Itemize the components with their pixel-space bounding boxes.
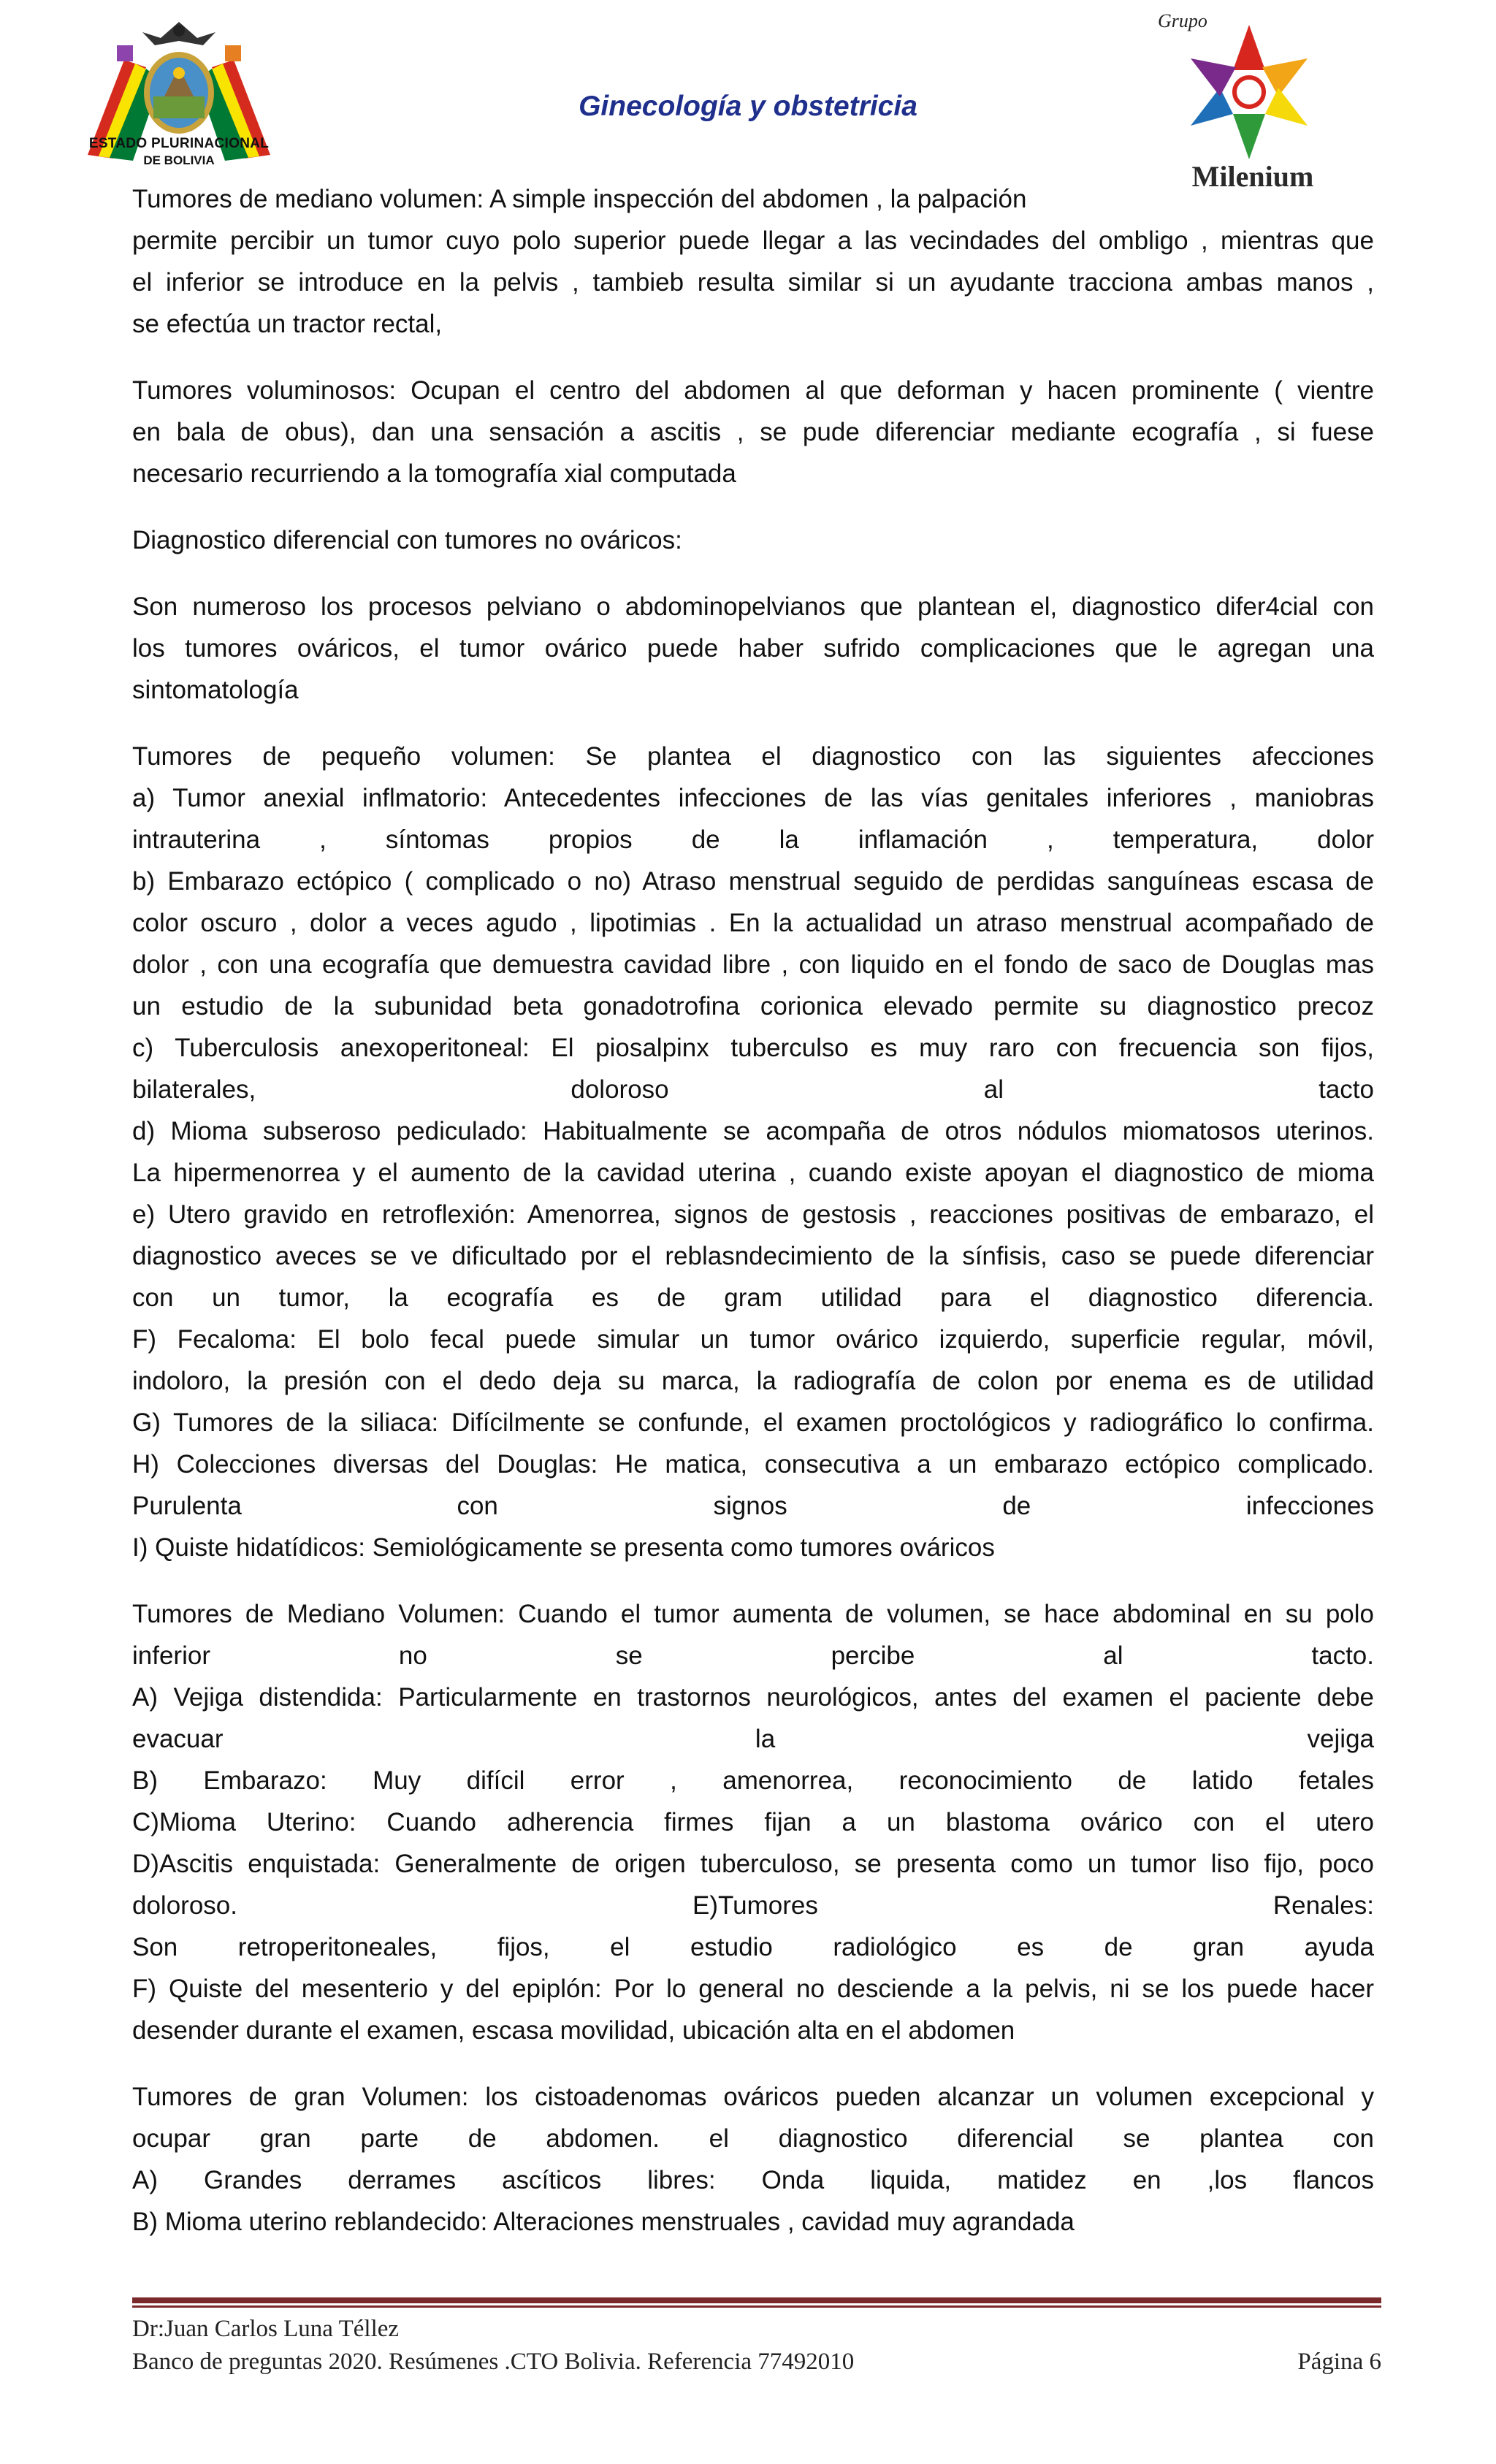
footer-author: Dr:Juan Carlos Luna Téllez: [132, 2316, 400, 2342]
paragraph: [132, 519, 1374, 561]
text-line: Tumores de mediano volumen: A simple inspección del abdomen , la palpación: [132, 185, 1027, 213]
text-line: C)Mioma Uterino: Cuando adherencia firmes fijan a un blastoma ovárico con el utero: [132, 1808, 1374, 1836]
footer-reference: Banco de preguntas 2020. Resúmenes .CTO Bolivia. Referencia 77492010: [132, 2349, 855, 2375]
text-line: A) Grandes derrames ascíticos libres: Onda liquida, matidez en ,los flancos: [132, 2166, 1374, 2194]
text-line: c) Tuberculosis anexoperitoneal: El piosalpinx tuberculso es muy raro con frecuencia son fijos,: [132, 1034, 1374, 1062]
text-line: Purulenta con signos de infecciones: [132, 1492, 1374, 1520]
text-line: B) Embarazo: Muy difícil error , amenorrea, reconocimiento de latido fetales: [132, 1766, 1374, 1795]
text-line: Son retroperitoneales, fijos, el estudio radiológico es de gran ayuda: [132, 1933, 1374, 1961]
text-line: intrauterina , síntomas propios de la inflamación , temperatura, dolor: [132, 825, 1374, 854]
text-line: los tumores ováricos, el tumor ovárico puede haber sufrido complicaciones que le agregan una: [132, 634, 1374, 663]
text-line: La hipermenorrea y el aumento de la cavidad uterina , cuando existe apoyan el diagnostico de mioma: [132, 1159, 1374, 1187]
text-line: G) Tumores de la siliaca: Difícilmente se confunde, el examen proctológicos y radiográfico lo confirma.: [132, 1408, 1374, 1437]
text-line: sintomatología: [132, 676, 299, 704]
text-line: con un tumor, la ecografía es de gram utilidad para el diagnostico diferencia.: [132, 1284, 1374, 1312]
text-line: Tumores voluminosos: Ocupan el centro del abdomen al que deforman y hacen prominente ( vientre: [132, 376, 1374, 405]
emblem-caption: [73, 136, 285, 168]
text-line: F) Quiste del mesenterio y del epiplón: Por lo general no desciende a la pelvis, ni se los puede hacer: [132, 1975, 1374, 2003]
text-line: diagnostico aveces se ve dificultado por el reblasndecimiento de la sínfisis, caso se puede diferenciar: [132, 1242, 1374, 1270]
text-line: el inferior se introduce en la pelvis , tambieb resulta similar si un ayudante tracciona ambas manos ,: [132, 268, 1374, 297]
text-line: inferior no se percibe al tacto.: [132, 1641, 1374, 1670]
text-line: Tumores de Mediano Volumen: Cuando el tumor aumenta de volumen, se hace abdominal en su polo: [132, 1600, 1374, 1628]
text-line: F) Fecaloma: El bolo fecal puede simular un tumor ovárico izquierdo, superficie regular, móvil,: [132, 1325, 1374, 1354]
text-line: I) Quiste hidatídicos: Semiológicamente se presenta como tumores ováricos: [132, 1533, 995, 1562]
page-footer: [132, 2313, 1381, 2379]
text-line: se efectúa un tractor rectal,: [132, 310, 443, 338]
page-number: Página 6: [1297, 2349, 1381, 2375]
text-line: B) Mioma uterino reblandecido: Alteraciones menstruales , cavidad muy agrandada: [132, 2208, 1075, 2236]
document-body: [132, 178, 1374, 2267]
text-line: en bala de obus), dan una sensación a ascitis , se pude diferenciar mediante ecografía , si fuese: [132, 418, 1374, 446]
text-line: un estudio de la subunidad beta gonadotrofina corionica elevado permite su diagnostico precoz: [132, 992, 1374, 1021]
text-line: indoloro, la presión con el dedo deja su marca, la radiografía de colon por enema es de utilidad: [132, 1367, 1374, 1395]
page-header-title: Ginecología y obstetricia: [579, 91, 917, 122]
text-line: Diagnostico diferencial con tumores no ováricos:: [132, 526, 682, 554]
brand-name: Milenium: [1191, 160, 1314, 193]
text-line: e) Utero gravido en retroflexión: Amenorrea, signos de gestosis , reacciones positivas de embarazo, el: [132, 1200, 1374, 1229]
text-line: desender durante el examen, escasa movilidad, ubicación alta en el abdomen: [132, 2016, 1015, 2045]
paragraph: [132, 178, 1374, 345]
text-line: permite percibir un tumor cuyo polo superior puede llegar a las vecindades del ombligo , mientras que: [132, 226, 1374, 255]
text-line: b) Embarazo ectópico ( complicado o no) Atraso menstrual seguido de perdidas sanguíneas escasa de: [132, 867, 1374, 896]
text-line: Tumores de pequeño volumen: Se plantea el diagnostico con las siguientes afecciones: [132, 742, 1374, 771]
text-line: a) Tumor anexial inflmatorio: Antecedentes infecciones de las vías genitales inferiores , maniobras: [132, 784, 1374, 812]
text-line: doloroso. E)Tumores Renales:: [132, 1891, 1374, 1920]
text-line: evacuar la vejiga: [132, 1725, 1374, 1753]
paragraph: [132, 736, 1374, 1568]
footer-rule-thin: [132, 2305, 1381, 2308]
brand-grupo: Grupo: [1158, 10, 1207, 31]
text-line: bilaterales, doloroso al tacto: [132, 1075, 1374, 1104]
emblem-caption-line1: ESTADO PLURINACIONAL: [88, 136, 270, 151]
paragraph: [132, 1593, 1374, 2051]
paragraph: [132, 370, 1374, 495]
text-line: D)Ascitis enquistada: Generalmente de origen tuberculoso, se presenta como un tumor liso fijo, poco: [132, 1850, 1374, 1878]
emblem-caption-line2: DE BOLIVIA: [143, 153, 215, 167]
paragraph: [132, 586, 1374, 711]
text-line: dolor , con una ecografía que demuestra cavidad libre , con liquido en el fondo de saco de Douglas mas: [132, 950, 1374, 979]
text-line: Son numeroso los procesos pelviano o abdominopelvianos que plantean el, diagnostico difer4cial con: [132, 592, 1374, 621]
text-line: A) Vejiga distendida: Particularmente en trastornos neurológicos, antes del examen el paciente debe: [132, 1683, 1374, 1712]
text-line: color oscuro , dolor a veces agudo , lipotimias . En la actualidad un atraso menstrual acompañado de: [132, 909, 1374, 937]
text-line: H) Colecciones diversas del Douglas: He matica, consecutiva a un embarazo ectópico complicado.: [132, 1450, 1374, 1479]
paragraph: [132, 2076, 1374, 2243]
text-line: Tumores de gran Volumen: los cistoadenomas ováricos pueden alcanzar un volumen excepcional y: [132, 2083, 1374, 2111]
text-line: ocupar gran parte de abdomen. el diagnostico diferencial se plantea con: [132, 2124, 1374, 2153]
footer-rule: [132, 2297, 1381, 2303]
text-line: necesario recurriendo a la tomografía xial computada: [132, 459, 736, 488]
text-line: d) Mioma subseroso pediculado: Habitualmente se acompaña de otros nódulos miomatosos uterinos.: [132, 1117, 1374, 1145]
